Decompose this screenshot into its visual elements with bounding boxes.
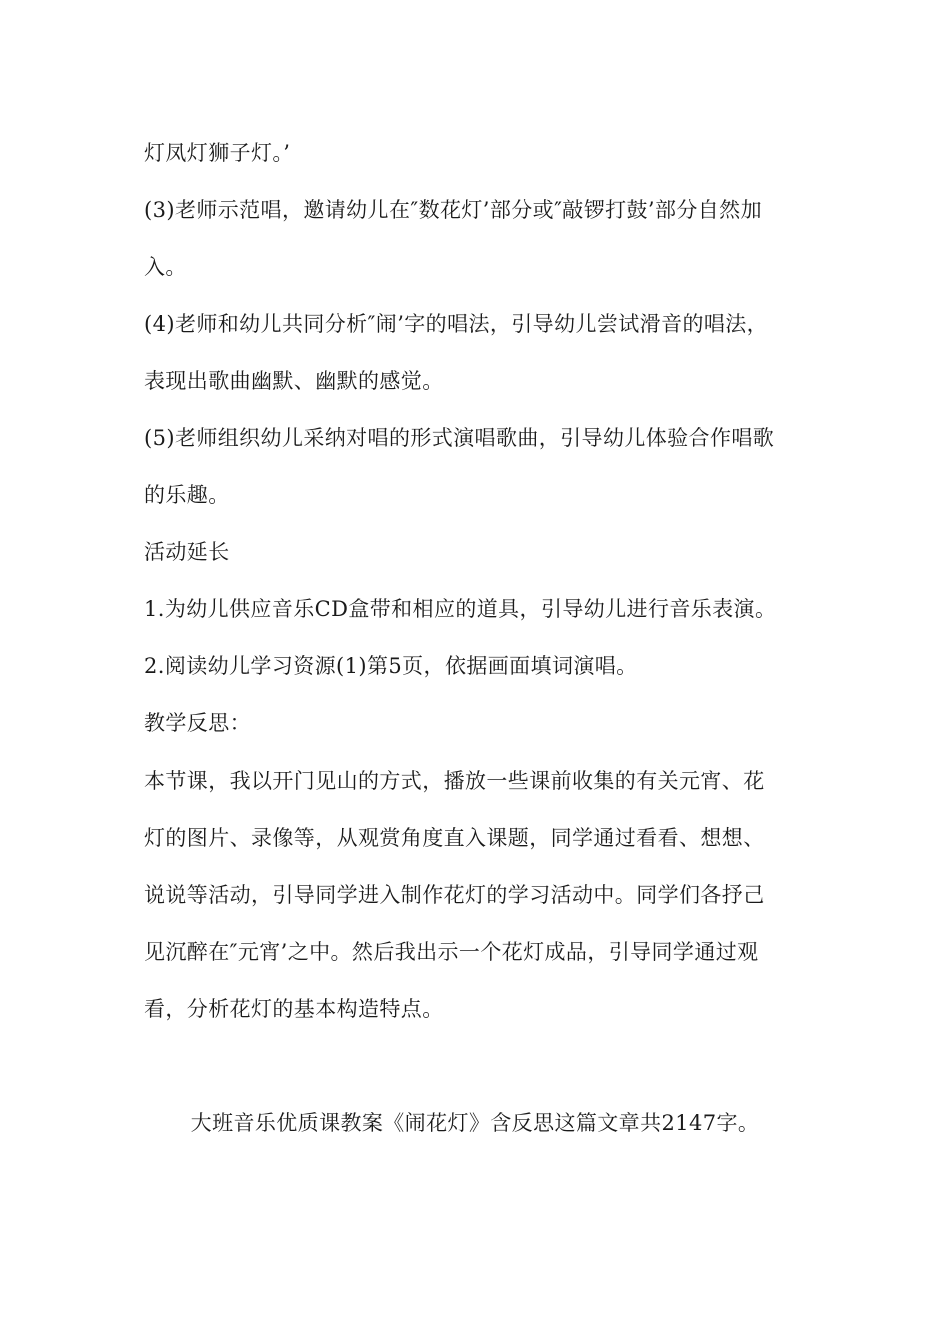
list-item: 1.为幼儿供应音乐CD盒带和相应的道具，引导幼儿进行音乐表演。 [144,597,777,621]
list-item: 2.阅读幼儿学习资源(1)第5页，依据画面填词演唱。 [144,654,638,678]
body-line: (5)老师组织幼儿采纳对唱的形式演唱歌曲，引导幼儿体验合作唱歌 [144,426,775,450]
body-line: 的乐趣。 [144,483,230,507]
section-heading: 教学反思： [144,711,251,735]
body-line: 灯的图片、录像等，从观赏角度直入课题，同学通过看看、想想、 [144,826,765,850]
section-heading: 活动延长 [144,540,230,564]
body-line: 见沉醉在″元宵’之中。然后我出示一个花灯成品，引导同学通过观 [144,940,759,964]
body-line: 说说等活动，引导同学进入制作花灯的学习活动中。同学们各抒己 [144,883,765,907]
body-line: 灯凤灯狮子灯。’ [144,141,291,165]
body-line: 本节课，我以开门见山的方式，播放一些课前收集的有关元宵、花 [144,769,765,793]
body-line: (4)老师和幼儿共同分析″闹’字的唱法，引导幼儿尝试滑音的唱法， [144,312,769,336]
body-line: 表现出歌曲幽默、幽默的感觉。 [144,369,444,393]
body-line: 看，分析花灯的基本构造特点。 [144,997,444,1021]
body-line: 入。 [144,255,187,279]
article-footer: 大班音乐优质课教案《闹花灯》含反思这篇文章共2147字。 [190,1111,760,1135]
body-line: (3)老师示范唱，邀请幼儿在″数花灯’部分或″敲锣打鼓’部分自然加 [144,198,762,222]
